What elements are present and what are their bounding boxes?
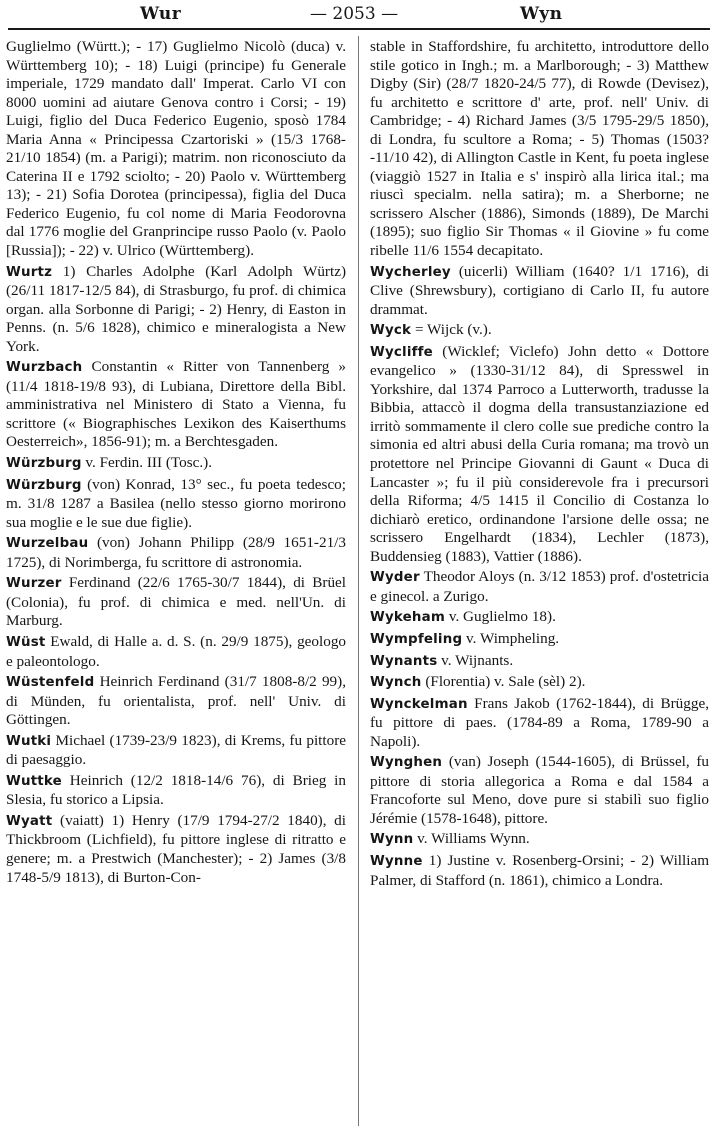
entry-text: stable in Staffordshire, fu architetto, introduttore dello stile gotico in Ingh.; m. a Marlborough; - 3) Matthew Digby (Sir) (28/7 1820-24/5 77), di Rowde (Devisez), fu architetto e scrittore d' arte, prof. nell' Univ. di Cambridge; - 4) Richard James (3/5 1795-29/5 1850), di Londra, fu scultore a Roma; - 5) Thomas (1503?-11/10 42), di Allington Castle in Kent, fu poeta inglese (viaggiò 1527 in Italia e s' inspirò alla lirica ital.; ma riuscì specialm. nella satira); m. a Sherborne; ne scrissero Alscher (1886), Simonds (1889), De Marchi (1895); suo figlio Sir Thomas « il Giovine » fu come ribelle 11/6 1554 decapitato. <box>370 38 709 260</box>
dictionary-entry <box>6 454 346 474</box>
entry-headword: Wyatt <box>6 813 53 829</box>
entry-headword: Würzburg <box>6 477 82 493</box>
entry-text: Michael (1739-23/9 1823), di Krems, fu pittore di paesaggio. <box>6 731 346 769</box>
entry-headword: Wykeham <box>370 610 446 626</box>
entry-headword: Würzburg <box>6 456 82 472</box>
entry-text: (von) Konrad, 13° sec., fu poeta tedesco; m. 31/8 1287 a Basilea (nello stesso giorno morirono sua moglie e le sue due figlie). <box>6 475 346 531</box>
right-column <box>370 38 709 892</box>
entry-headword: Wurzelbau <box>6 536 89 552</box>
column-divider <box>358 36 359 1126</box>
entry-text: Heinrich (12/2 1818-14/6 76), di Brieg in Slesia, fu storico a Lipsia. <box>6 771 346 809</box>
entry-text: Frans Jakob (1762-1844), di Brügge, fu pittore di paes. (1784-89 a Roma, 1789-90 a Napoli). <box>370 694 709 750</box>
entry-headword: Wurzbach <box>6 360 83 376</box>
entry-headword: Wüst <box>6 634 46 650</box>
entry-headword: Wuttke <box>6 773 62 789</box>
entry-headword: Wympfeling <box>370 631 463 647</box>
entry-text: v. Williams Wynn. <box>417 830 530 848</box>
entry-headword: Wyck <box>370 323 412 339</box>
page-header <box>0 0 718 28</box>
dictionary-entry <box>6 263 346 357</box>
dictionary-entry <box>370 263 709 320</box>
dictionary-entry <box>6 772 346 810</box>
entry-headword: Wurtz <box>6 264 53 280</box>
entry-text: v. Wijnants. <box>441 651 514 669</box>
dictionary-entry <box>6 38 346 261</box>
dictionary-entry <box>370 695 709 752</box>
entry-text: (von) Johann Philipp (28/9 1651-21/3 1725), di Norimberga, fu scrittore di astronomia. <box>6 534 346 571</box>
entry-headword: Wycliffe <box>370 344 433 360</box>
header-left-guideword: Wur <box>140 4 182 24</box>
entry-text: Ferdinand (22/6 1765-30/7 1844), di Brüel (Colonia), fu prof. di chimica e med. nell'Un. di Marburg. <box>6 574 347 630</box>
dictionary-entry <box>370 343 709 567</box>
entry-text: Ewald, di Halle a. d. S. (n. 29/9 1875), geologo e paleontologo. <box>6 632 347 670</box>
entry-text: (uicerli) William (1640? 1/1 1716), di Clive (Shrewsbury), cortigiano di Carlo II, fu autore drammat. <box>370 262 709 318</box>
entry-text: Theodor Aloys (n. 3/12 1853) prof. d'ostetricia e ginecol. a Zurigo. <box>370 568 709 605</box>
dictionary-entry <box>370 568 709 606</box>
entry-text: 1) Justine v. Rosenberg-Orsini; - 2) William Palmer, di Stafford (n. 1861), chimico a Londra. <box>370 851 710 889</box>
entry-text: v. Ferdin. III (Tosc.). <box>85 454 212 472</box>
entry-headword: Wynghen <box>370 755 443 771</box>
dictionary-entry <box>6 673 346 730</box>
entry-text: v. Guglielmo 18). <box>448 608 556 626</box>
entry-text: (vaiatt) 1) Henry (17/9 1794-27/2 1840), di Thickbroom (Lichfield), fu pittore inglese di ritratto e genere; m. a Prestwich (Manchester); - 2) James (3/8 1748-5/9 1813), di Burton-Con- <box>6 811 346 886</box>
entry-text: (van) Joseph (1544-1605), di Brüssel, fu pittore di storia allegorica a Roma e dal 1584 a Francoforte sul Meno, dove pure si stabilì suo figlio Jérémie (1578-1648), pittore. <box>370 753 710 827</box>
entry-text: v. Wimpheling. <box>466 629 560 647</box>
entry-text: (Wicklef; Viclefo) John detto « Dottore evangelico » (1330-31/12 84), di Spresswel in Yorkshire, dal 1374 Parroco a Lutterworth, tradusse la Bibbia, attaccò il dogma della transustanziazione ed irritò sommamente il clero colle sue prediche contro la simonia ed altri abusi della Curia romana; ma trovò un protettore nel Principe Giovanni di Gaunt « Duca di Lancaster »; fu il più considerevole fra i precursori della Riforma; 4/5 1415 il Concilio di Costanza lo dichiarò eretico, ordinandone l'arsione delle ossa; ne scrissero Engelhardt (1834), Lechler (1873), Buddensieg (1883), Vattier (1886). <box>370 342 709 565</box>
entry-headword: Wynn <box>370 832 414 848</box>
header-rule <box>8 28 710 30</box>
dictionary-entry <box>6 633 346 671</box>
entry-headword: Wüstenfeld <box>6 675 95 691</box>
dictionary-entry <box>6 476 346 533</box>
header-right-guideword: Wyn <box>520 4 563 24</box>
page-number: — 2053 — <box>310 4 399 24</box>
entry-headword: Wutki <box>6 733 52 749</box>
entry-headword: Wyder <box>370 570 420 586</box>
dictionary-entry <box>370 753 709 828</box>
dictionary-entry <box>370 321 709 341</box>
entry-text: (Florentia) v. Sale (sèl) 2). <box>425 673 586 691</box>
entry-headword: Wurzer <box>6 576 62 592</box>
dictionary-entry <box>6 358 346 452</box>
entry-text: 1) Charles Adolphe (Karl Adolph Würtz) (26/11 1817-12/5 84), di Strasburgo, fu prof. di chimica organ. alla Sorbonne di Parigi; - 2) Henry, di Easton in Penns. (n. 5/6 1828), chimico e mineralogista a New York. <box>6 262 347 355</box>
entry-headword: Wynants <box>370 653 438 669</box>
dictionary-entry <box>370 830 709 850</box>
dictionary-entry <box>370 852 709 890</box>
dictionary-entry <box>6 574 346 631</box>
entry-headword: Wycherley <box>370 264 451 280</box>
dictionary-entry <box>6 534 346 572</box>
entry-text: = Wijck (v.). <box>414 321 492 339</box>
dictionary-entry <box>370 630 709 650</box>
entry-headword: Wynckelman <box>370 696 468 712</box>
entry-headword: Wynch <box>370 675 422 691</box>
entry-text: Guglielmo (Württ.); - 17) Guglielmo Nicolò (duca) v. Württemberg 10); - 18) Luigi (principe) fu Generale imperiale, 1729 mandato dall' Imperat. Carlo VI con 8000 uomini ad aiutare Genova contro i Corsi; - 19) Luigi, figlio del Duca Federico Eugenio, sposò 1784 Maria Anna « Principessa Czartoriski » (15/3 1768-21/10 1854) (m. a Parigi); matrim. non riconosciuto da Caterina II e 1792 sciolto; - 20) Paolo v. Württemberg 13); - 21) Sofia Dorotea (principessa), figlia del Duca Federico Eugenio, fu col nome di Maria Feodorovna dal 1776 moglie del Granprincipe russo Paolo (v. Paolo [Russia]); - 22) v. Ulrico (Württemberg). <box>6 38 346 260</box>
dictionary-entry <box>370 38 709 261</box>
dictionary-entry <box>370 608 709 628</box>
entry-text: Heinrich Ferdinand (31/7 1808-8/2 99), di Münden, fu orientalista, prof. nell' Univ. di Göttingen. <box>6 673 347 729</box>
entry-headword: Wynne <box>370 853 423 869</box>
dictionary-entry <box>370 652 709 672</box>
entry-text: Constantin « Ritter von Tannenberg » (11/4 1818-19/8 93), di Lubiana, Direttore della Bibl. amministrativa nel Ministero di Stato a Vienna, fu scrittore (« Biographisches Lexikon des Kaiserthums Oesterreich», 1856-91); m. a Berchtesgaden. <box>6 358 347 451</box>
dictionary-entry <box>6 732 346 770</box>
dictionary-entry <box>370 673 709 693</box>
dictionary-entry <box>6 812 346 887</box>
left-column <box>6 38 346 889</box>
